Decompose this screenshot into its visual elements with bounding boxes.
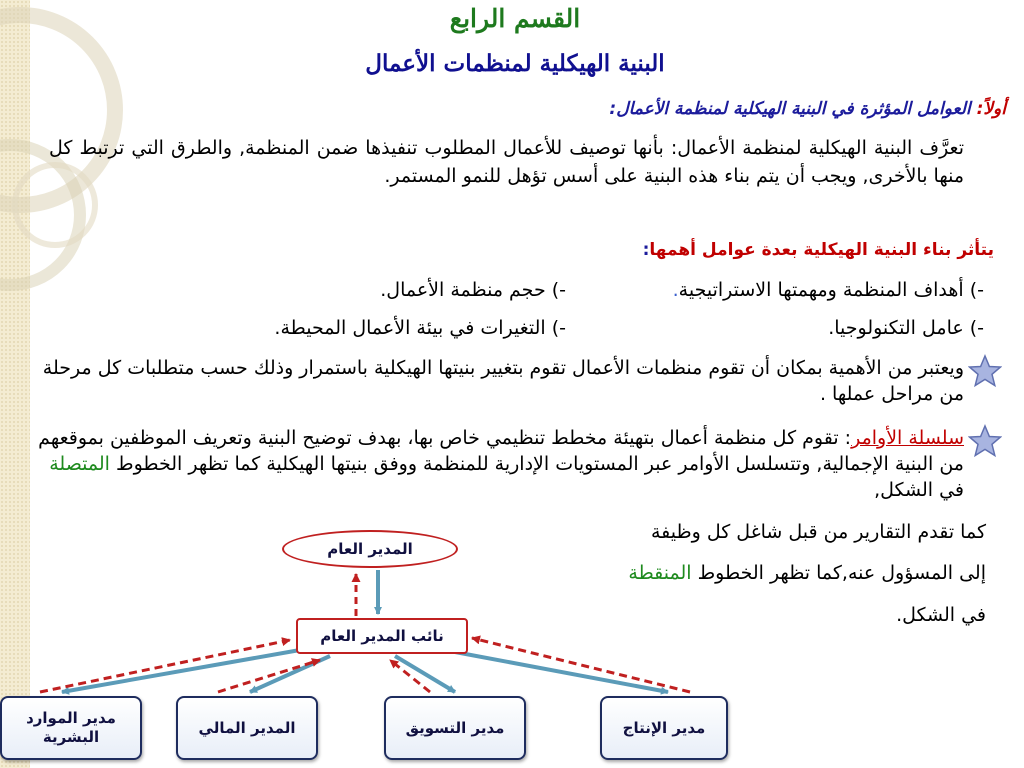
factor-item: -) عامل التكنولوجيا. (828, 317, 984, 339)
report-line (218, 660, 320, 692)
in-figure-line: في الشكل. (896, 604, 986, 626)
star-bullet-icon (968, 424, 1002, 458)
report-line (40, 640, 290, 692)
general-manager-node: المدير العام (282, 530, 458, 568)
finance-manager-node: المدير المالي (176, 696, 318, 760)
chain-of-command-term: سلسلة الأوامر (851, 427, 964, 449)
reports-line: كما تقدم التقارير من قبل شاغل كل وظيفة (650, 521, 986, 543)
marketing-manager-node: مدير التسويق (384, 696, 526, 760)
factor-item: -) حجم منظمة الأعمال. (380, 279, 566, 301)
factors-heading (294, 240, 994, 260)
factors-heading-text: يتأثر بناء البنية الهيكلية بعدة عوامل أهمها (649, 240, 994, 260)
responsible-line: إلى المسؤول عنه,كما تظهر الخطوط المنقطة (628, 562, 986, 584)
star-bullet-icon (968, 354, 1002, 388)
slide-subtitle: البنية الهيكلية لمنظمات الأعمال (365, 50, 665, 77)
factors-heading-colon: : (642, 240, 650, 260)
section-heading (406, 99, 1006, 119)
chain-of-command-paragraph: سلسلة الأوامر: تقوم كل منظمة أعمال بتهيئة مخطط تنظيمي خاص بها، بهدف توضيح البنية وتعريف الموظفين بموقعهم من البنية الإجمالية, وتتسلسل الأوامر عبر المستويات الإدارية للمنظمة ووفق بنيتها الهيكلية كما تظهر الخطوط المتصلة في الشكل, (38, 427, 964, 501)
dotted-lines-word: المنقطة (628, 562, 692, 584)
importance-paragraph: ويعتبر من الأهمية بمكان أن تقوم منظمات الأعمال تقوم بتغيير بنيتها الهيكلية باستمرار وذلك حسب متطلبات كل مرحلة من مراحل عملها . (42, 357, 964, 405)
report-line (472, 638, 690, 692)
solid-lines-word: المتصلة (49, 453, 110, 475)
section-heading-text: العوامل المؤثرة في البنية الهيكلية لمنظمة الأعمال: (609, 99, 977, 119)
hr-manager-node: مدير الموارد البشرية (0, 696, 142, 760)
deputy-manager-node: نائب المدير العام (296, 618, 468, 654)
factor-item: -) أهداف المنظمة ومهمتها الاستراتيجية. (672, 279, 984, 301)
section-number: أولاً: (976, 99, 1006, 119)
slide-title: القسم الرابع (449, 4, 581, 33)
definition-paragraph: تعرَّف البنية الهيكلية لمنظمة الأعمال: بأنها توصيف للأعمال المطلوب تنفيذها ضمن المنظمة, والطرق التي ترتبط كل منها بالأخرى, ويجب أن يتم بناء هذه البنية على أسس تؤهل للنمو المستمر. (49, 137, 964, 187)
production-manager-node: مدير الإنتاج (600, 696, 728, 760)
factor-item: -) التغيرات في بيئة الأعمال المحيطة. (274, 317, 566, 339)
command-line (455, 652, 668, 692)
